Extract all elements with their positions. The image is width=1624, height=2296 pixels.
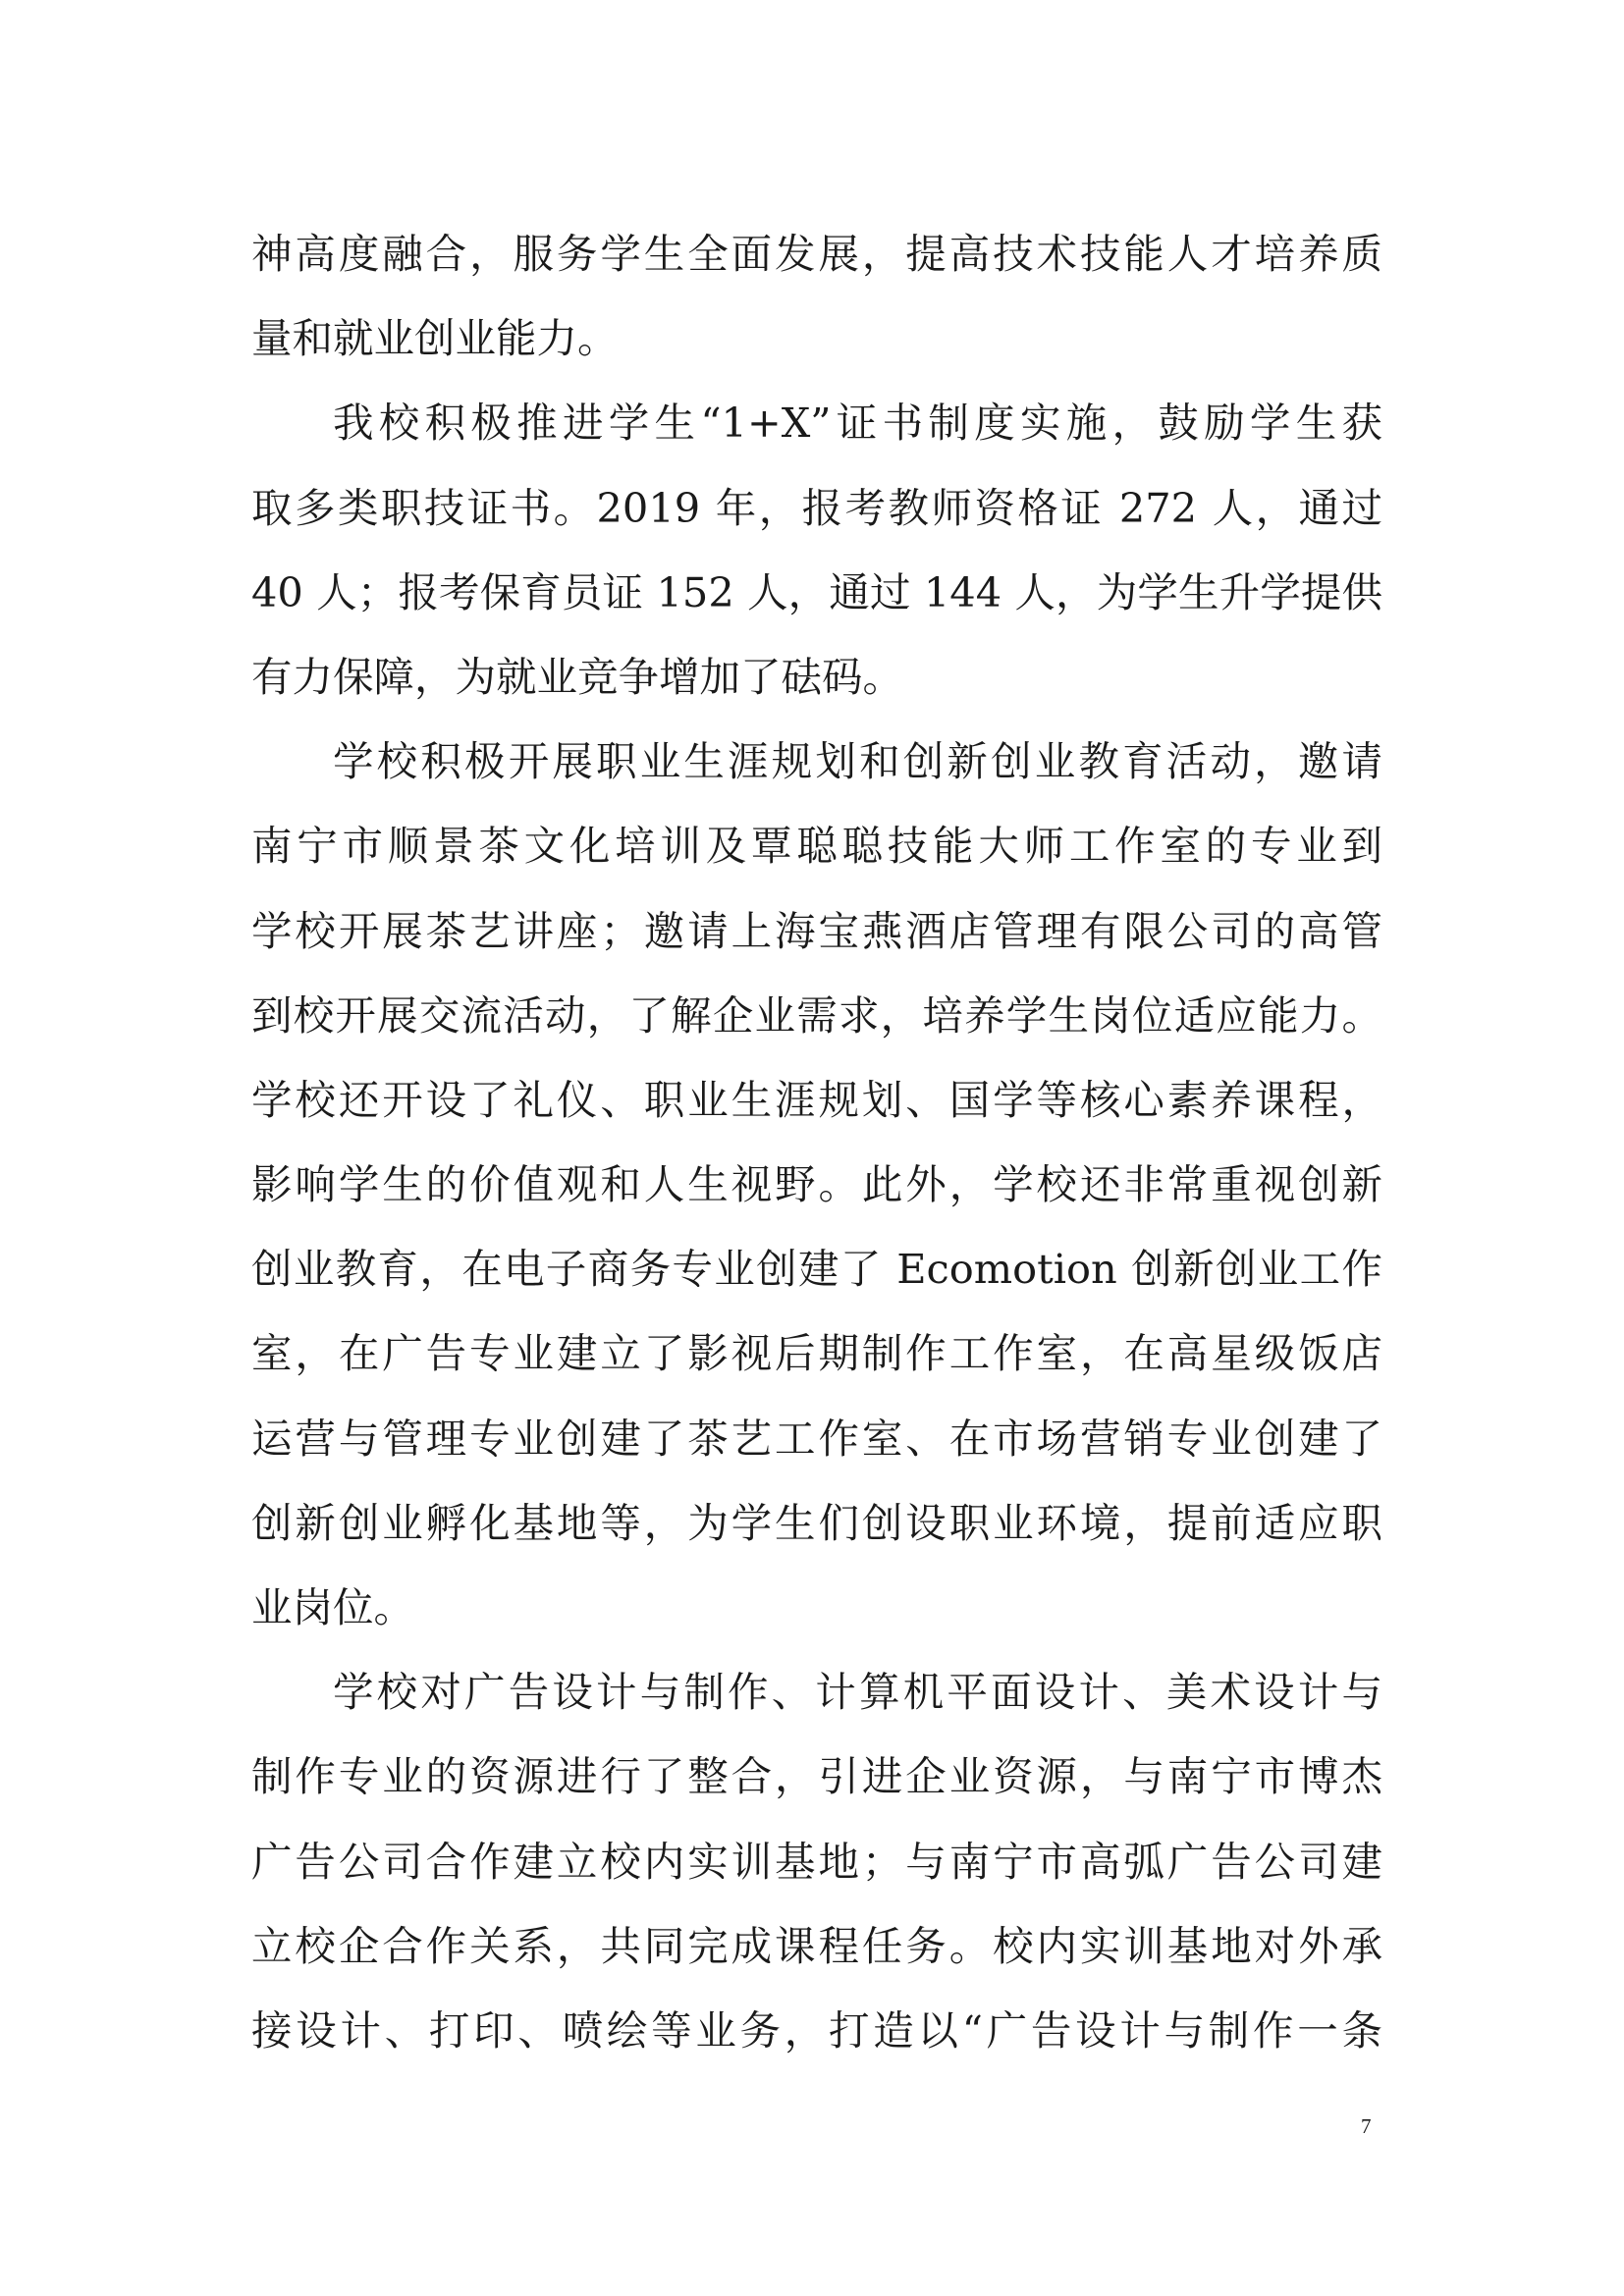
body-text bbox=[251, 212, 1382, 2073]
text-line: 立校企合作关系，共同完成课程任务。校内实训基地对外承 bbox=[251, 1921, 1382, 1970]
paragraph-first-line: 学校积极开展职业生涯规划和创新创业教育活动，邀请 bbox=[333, 737, 1382, 786]
text-line: 量和就业创业能力。 bbox=[251, 314, 619, 363]
text-line: 取多类职技证书。2019 年，报考教师资格证 272 人，通过 bbox=[251, 483, 1382, 532]
paragraph-first-line: 学校对广告设计与制作、计算机平面设计、美术设计与 bbox=[333, 1668, 1382, 1717]
paragraph-first-line: 我校积极推进学生“1+X”证书制度实施，鼓励学生获 bbox=[333, 399, 1382, 448]
text-line: 业岗位。 bbox=[251, 1583, 415, 1631]
text-line: 创新创业孵化基地等，为学生们创设职业环境，提前适应职 bbox=[251, 1498, 1382, 1547]
page-number: 7 bbox=[1361, 2114, 1372, 2138]
text-line: 影响学生的价值观和人生视野。此外，学校还非常重视创新 bbox=[251, 1160, 1382, 1209]
text-line: 到校开展交流活动，了解企业需求，培养学生岗位适应能力。 bbox=[251, 990, 1382, 1040]
text-line: 学校还开设了礼仪、职业生涯规划、国学等核心素养课程， bbox=[251, 1075, 1382, 1124]
text-line: 学校开展茶艺讲座；邀请上海宝燕酒店管理有限公司的高管 bbox=[251, 906, 1382, 955]
text-line: 室，在广告专业建立了影视后期制作工作室，在高星级饭店 bbox=[251, 1329, 1382, 1378]
text-line: 40 人；报考保育员证 152 人，通过 144 人，为学生升学提供 bbox=[251, 567, 1382, 616]
text-line: 神高度融合，服务学生全面发展，提高技术技能人才培养质 bbox=[251, 230, 1382, 278]
text-line: 创业教育，在电子商务专业创建了 Ecomotion 创新创业工作 bbox=[251, 1245, 1382, 1294]
text-line: 有力保障，为就业竞争增加了砝码。 bbox=[251, 652, 904, 701]
text-line: 广告公司合作建立校内实训基地；与南宁市高弧广告公司建 bbox=[251, 1837, 1382, 1886]
text-line: 南宁市顺景茶文化培训及覃聪聪技能大师工作室的专业到 bbox=[251, 822, 1382, 871]
text-line: 接设计、打印、喷绘等业务，打造以“广告设计与制作一条 bbox=[251, 2005, 1382, 2055]
text-line: 运营与管理专业创建了茶艺工作室、在市场营销专业创建了 bbox=[251, 1414, 1382, 1463]
text-line: 制作专业的资源进行了整合，引进企业资源，与南宁市博杰 bbox=[251, 1752, 1382, 1801]
